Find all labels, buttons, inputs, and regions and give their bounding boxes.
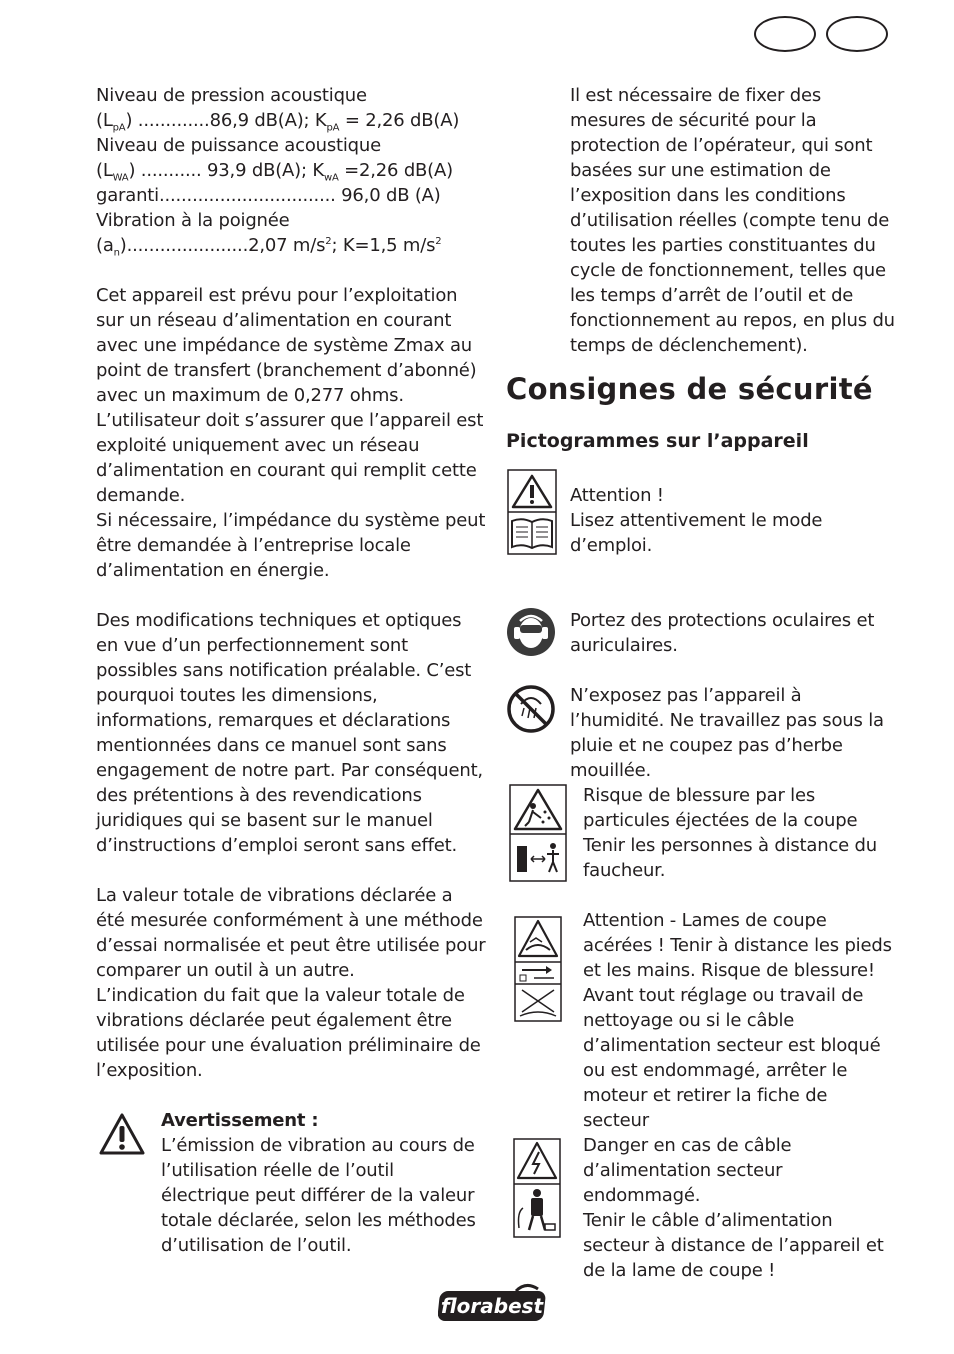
sound-power-label: Niveau de puissance acoustique: [96, 135, 381, 156]
ejected-particles-icon: [509, 784, 567, 882]
picto-attention-text: Attention ! Lisez attentivement le mode d’emploi.: [570, 485, 823, 556]
damaged-cable-icon: [513, 1138, 561, 1238]
modifications-paragraph: Des modifications techniques et optiques en vue d’un perfectionnement sont possibles sans notification préalable. C’est pourquoi toutes les dimensions, informations, remarques et déclarations mentionnées dans ce manuel sont sans engagement de notre part. Par conséquent, des prétentions à des revendications juridiques qui se basent sur le manuel d’instructions d’emploi seront sans effet.: [96, 610, 483, 856]
picto-protection-text: Portez des protections oculaires et auriculaires.: [570, 610, 875, 656]
picto-humidity-text: N’exposez pas l’appareil à l’humidité. Ne travaillez pas sous la pluie et ne coupez pas d’herbe mouillée.: [570, 685, 884, 781]
left-column: [96, 83, 486, 1083]
warning-text: L’émission de vibration au cours de l’utilisation réelle de l’outil électrique peut différer de la valeur totale déclarée, selon les méthodes d’utilisation de l’outil.: [161, 1135, 476, 1256]
language-badge-2: [826, 16, 888, 52]
warning-title: Avertissement :: [161, 1110, 319, 1131]
logo-text: florabest: [440, 1294, 544, 1318]
vibration-line: $(a_n)......................2,07$ $m/s^2$; K=1,5 $m/s^2$: [96, 235, 442, 259]
right-column: [570, 83, 900, 358]
picto-particles-text: Risque de blessure par les particules éjectées de la coupe Tenir les personnes à distance du faucheur.: [583, 785, 877, 881]
section-subheading: Pictogrammes sur l’appareil: [506, 430, 809, 452]
picto-blade-text: Attention - Lames de coupe acérées ! Tenir à distance les pieds et les mains. Risque de blessure! Avant tout réglage ou travail de nettoyage ou si le câble d’alimentation secteur est bloqué ou est endommagé, arrêter le moteur et retirer la fiche de secteur: [583, 910, 892, 1131]
vibration-paragraph: La valeur totale de vibrations déclarée a été mesurée conformément à une méthode d’essai normalisée et peut être utilisée pour comparer un outil à un autre.: [96, 885, 486, 981]
eye-ear-protection-icon: [506, 607, 556, 657]
language-badge-1: [754, 16, 816, 52]
vibration-label: Vibration à la poignée: [96, 210, 290, 231]
sound-pressure-label: Niveau de pression acoustique: [96, 85, 367, 106]
impedance-paragraph-2: Si nécessaire, l’impédance du système peut être demandée à l’entreprise locale d’alimentation en énergie.: [96, 510, 486, 581]
sound-pressure-line: $(L_{pA})$ .............86,9 dB(A); $K_{pA} = 2,26$ dB(A): [96, 110, 460, 134]
safety-measures-paragraph: Il est nécessaire de fixer des mesures de sécurité pour la protection de l’opérateur, qui sont basées sur une estimation de l’exposition dans les conditions d’utilisation réelles (compte tenu de toutes les parties constituantes du cycle de fonctionnement, telles que les temps d’arrêt de l’outil et de fonctionnement au repos, en plus du temps de déclenchement).: [570, 85, 895, 356]
vibration-paragraph-2: L’indication du fait que la valeur totale de vibrations déclarée peut également être utilisée pour une évaluation préliminaire de l’exposition.: [96, 985, 481, 1081]
picto-cable-text: Danger en cas de câble d’alimentation secteur endommagé. Tenir le câble d’alimentation secteur à distance de l’appareil et de la lame de coupe !: [583, 1135, 884, 1281]
vibration-warning: [161, 1108, 481, 1258]
attention-read-manual-icon: [507, 469, 557, 555]
sound-power-line: $(L_{WA})$ ........... 93,9 dB(A); $K_{wA} =2,26$ dB(A): [96, 160, 453, 184]
section-heading: Consignes de sécurité: [506, 372, 873, 406]
florabest-logo: [438, 1283, 550, 1325]
guaranteed-line: garanti................................ 96,0 dB (A): [96, 185, 441, 206]
impedance-paragraph: Cet appareil est prévu pour l’exploitation sur un réseau d’alimentation en courant avec une impédance de système Zmax au point de transfert (branchement d’abonné) avec un maximum de 0,277 ohms. L’utilisateur doit s’assurer que l’appareil est exploité uniquement avec un réseau d’alimentation en courant qui remplit cette demande.: [96, 285, 484, 506]
warning-triangle-icon: [98, 1112, 146, 1156]
no-rain-icon: [506, 684, 556, 734]
sharp-blade-icon: [514, 916, 562, 1022]
